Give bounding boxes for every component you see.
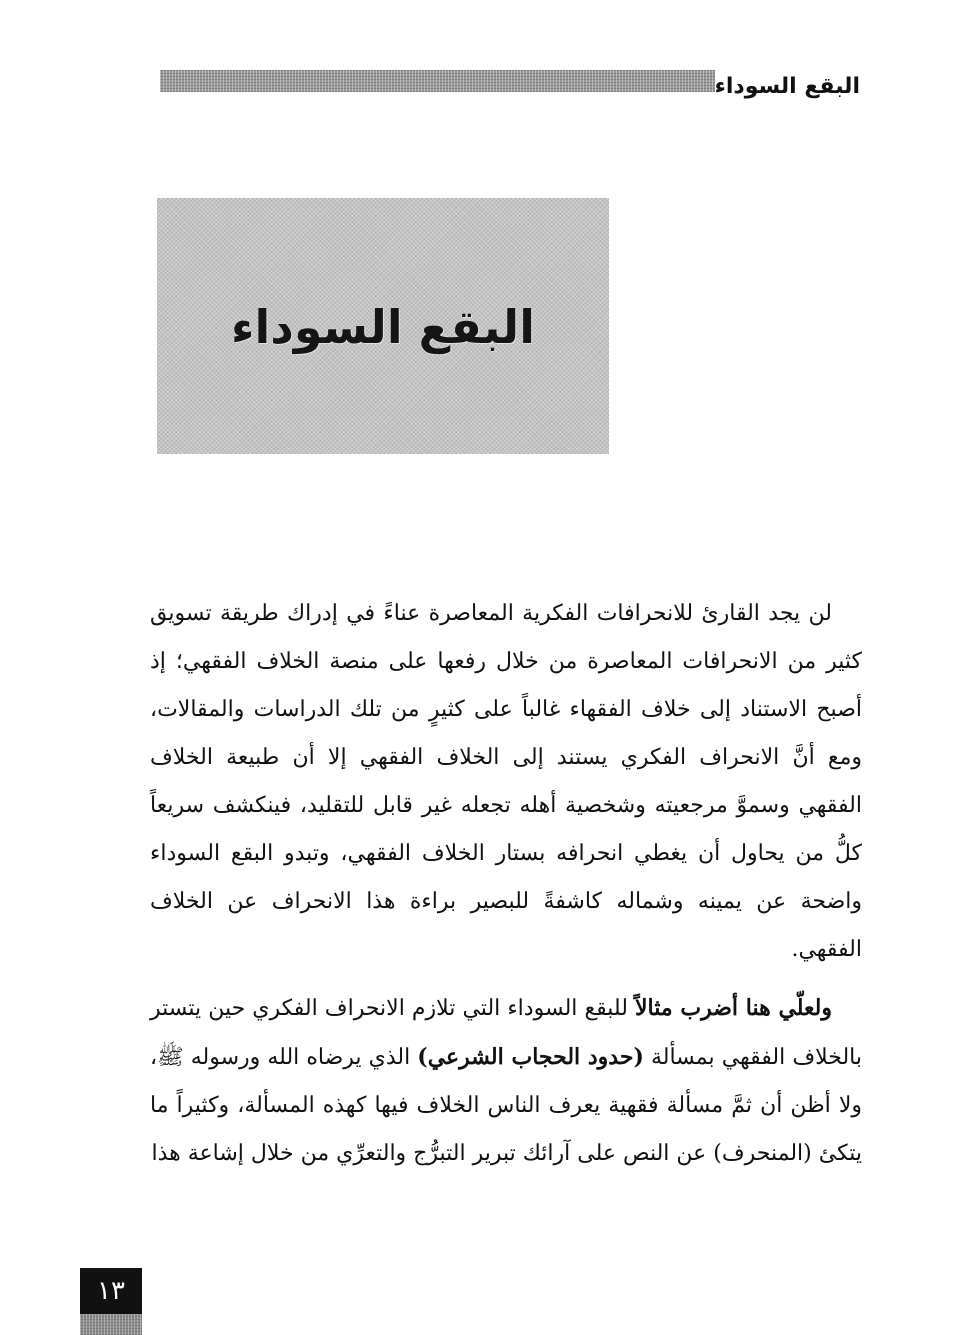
body-text — [150, 590, 862, 1178]
header-decorative-bar — [160, 70, 715, 92]
chapter-title-box — [157, 198, 609, 454]
paragraph-text: للبقع السوداء التي تلازم الانحراف الفكري حين يتستر بالخلاف الفقهي بمسألة — [150, 996, 862, 1070]
paragraph-bold-term: (حدود الحجاب الشرعي) — [417, 1044, 644, 1070]
paragraph-bold-intro: ولعلّي هنا أضرب مثالاً — [634, 995, 832, 1021]
chapter-title: البقع السوداء — [231, 300, 535, 354]
page-number: ١٣ — [80, 1268, 142, 1314]
running-title: البقع السوداء — [714, 74, 860, 99]
page-number-tab — [80, 1268, 142, 1335]
paragraph — [150, 984, 862, 1178]
paragraph: لن يجد القارئ للانحرافات الفكرية المعاصرة عناءً في إدراك طريقة تسويق كثير من الانحرافات المعاصرة من خلال رفعها على منصة الخلاف الفقهي؛ إذ أصبح الاستناد إلى خلاف الفقهاء غالباً على كثيرٍ من تلك الدراسات والمقالات، ومع أنَّ الانحراف الفكري يستند إلى الخلاف الفقهي إلا أن طبيعة الخلاف الفقهي وسموَّ مرجعيته وشخصية أهله تجعله غير قابل للتقليد، فينكشف سريعاً كلُّ من يحاول أن يغطي انحرافه بستار الخلاف الفقهي، وتبدو البقع السوداء واضحة عن يمينه وشماله كاشفةً للبصير براءة هذا الانحراف عن الخلاف الفقهي. — [150, 601, 863, 962]
running-header — [160, 70, 860, 106]
paragraph-text: الذي يرضاه الله ورسوله ﷺ، ولا أظن أن ثمَّ مسألة فقهية يعرف الناس الخلاف فيها كهذه المسألة، وكثيراً ما يتكئ (المنحرف) عن النص على آرائك تبرير التبرُّج والتعرِّي من خلال إشاعة هذا — [150, 1045, 862, 1166]
